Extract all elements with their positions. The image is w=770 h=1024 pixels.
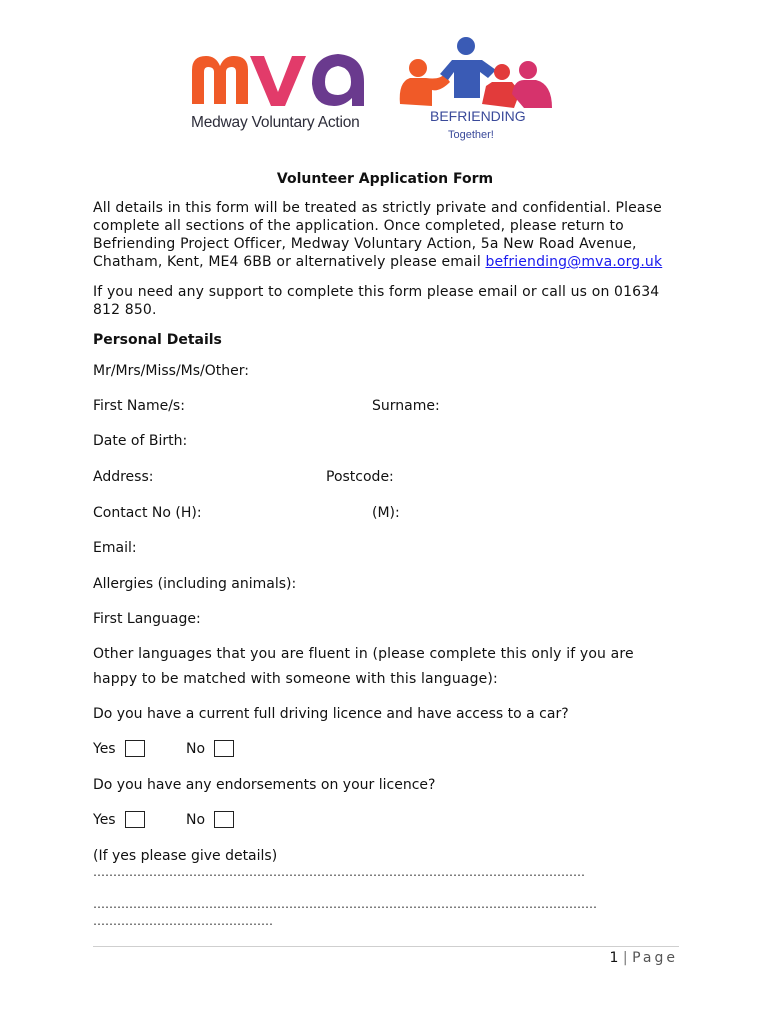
befriending-figures-graphic [396, 34, 556, 110]
intro-line: complete all sections of the application. Once completed, please return to [93, 218, 624, 234]
details-line-3[interactable]: ……………………………………… [93, 914, 273, 928]
field-label-dob: Date of Birth: [93, 433, 188, 449]
option-label-yes: Yes [93, 812, 116, 828]
details-line-2[interactable]: ……………………………………………………………………………………………………………… [93, 897, 597, 911]
question-endorsements: Do you have any endorsements on your licence? [93, 777, 436, 793]
field-label-other-languages: Other languages that you are fluent in (please complete this only if you are [93, 646, 634, 662]
field-label-first-language: First Language: [93, 611, 201, 627]
support-paragraph [93, 283, 683, 319]
footer-divider [93, 946, 679, 947]
details-line-1[interactable]: …………………………………………………………………………………………………………… [93, 865, 585, 879]
question-driving-licence: Do you have a current full driving licence and have access to a car? [93, 706, 569, 722]
intro-line-prefix: Chatham, Kent, ME4 6BB or alternatively please email [93, 254, 486, 270]
field-label-contact-mobile: (M): [372, 505, 400, 521]
field-label-postcode: Postcode: [326, 469, 394, 485]
endorse-yes-checkbox[interactable] [125, 811, 145, 828]
field-label-allergies: Allergies (including animals): [93, 576, 297, 592]
option-label-no: No [186, 812, 206, 828]
befriending-logo [396, 34, 556, 146]
endorse-no-checkbox[interactable] [214, 811, 234, 828]
field-label-surname: Surname: [372, 398, 440, 414]
befriending-tagline: Together! [448, 129, 494, 141]
email-link[interactable]: befriending@mva.org.uk [485, 254, 663, 270]
details-prompt: (If yes please give details) [93, 848, 278, 864]
field-label-title: Mr/Mrs/Miss/Ms/Other: [93, 363, 249, 379]
page-word: Page [632, 950, 678, 966]
mva-subtitle: Medway Voluntary Action [191, 114, 360, 131]
driving-yes-checkbox[interactable] [125, 740, 145, 757]
mva-letters-graphic [188, 48, 368, 110]
field-label-contact-home: Contact No (H): [93, 505, 202, 521]
field-label-other-languages-cont: happy to be matched with someone with this language): [93, 671, 498, 687]
field-label-email: Email: [93, 540, 137, 556]
mva-logo [188, 48, 368, 138]
section-heading-personal-details: Personal Details [93, 332, 222, 348]
page-separator: | [622, 950, 628, 966]
field-label-first-name: First Name/s: [93, 398, 185, 414]
form-title: Volunteer Application Form [276, 171, 494, 187]
support-line: If you need any support to complete this form please email or call us on 01634 [93, 284, 660, 300]
intro-line: Befriending Project Officer, Medway Voluntary Action, 5a New Road Avenue, [93, 236, 637, 252]
option-label-yes: Yes [93, 741, 116, 757]
option-label-no: No [186, 741, 206, 757]
page-footer [610, 950, 678, 966]
intro-line [93, 253, 683, 271]
support-line: 812 850. [93, 302, 157, 318]
driving-no-checkbox[interactable] [214, 740, 234, 757]
befriending-wordmark: BEFRIENDING [430, 108, 526, 124]
page-number: 1 [609, 950, 619, 966]
field-label-address: Address: [93, 469, 154, 485]
intro-line: All details in this form will be treated as strictly private and confidential. Please [93, 200, 662, 216]
intro-paragraph [93, 199, 683, 271]
